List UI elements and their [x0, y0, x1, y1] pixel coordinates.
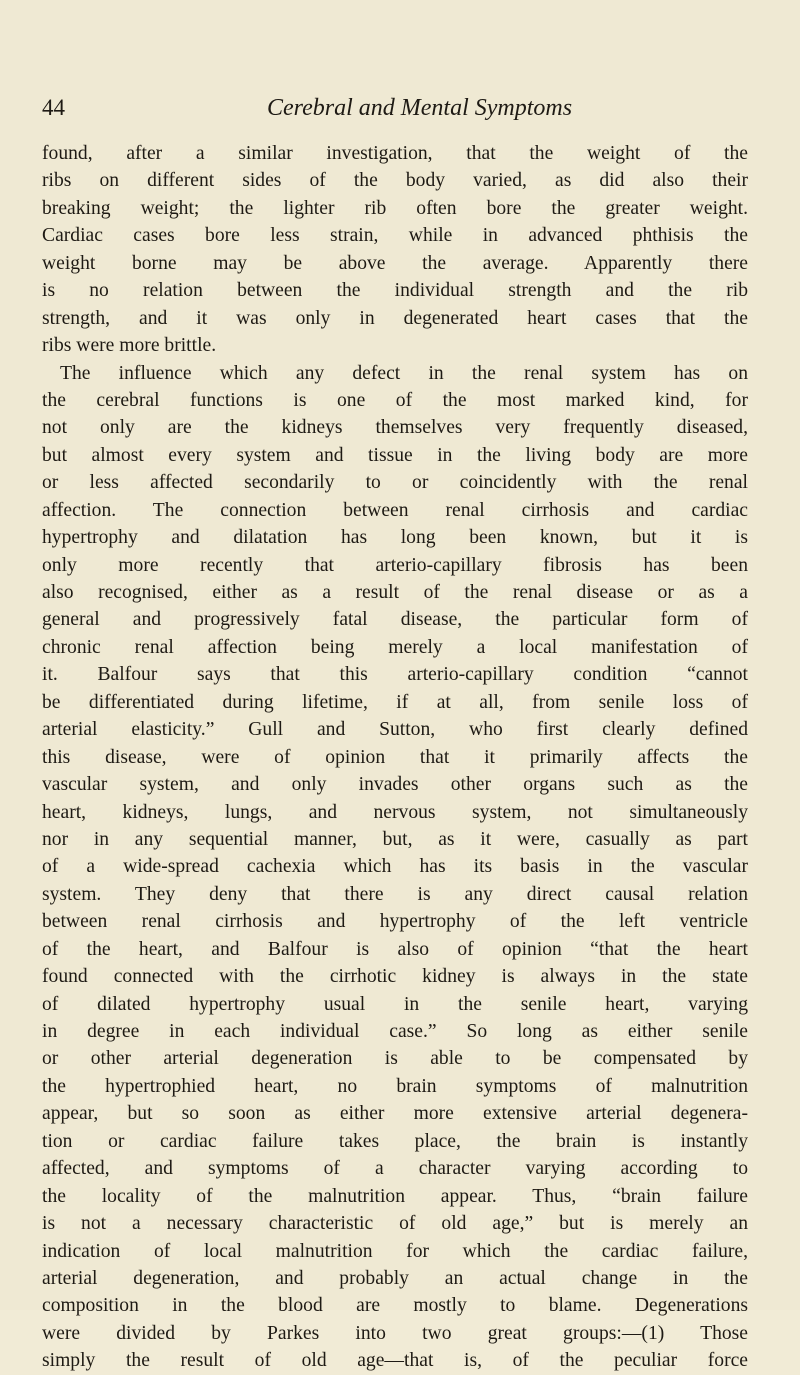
text-line: indication of local malnutrition for which the cardiac failure,	[42, 1240, 748, 1262]
text-line: the hypertrophied heart, no brain symptoms of malnutrition	[42, 1075, 748, 1097]
text-line: or less affected secondarily to or coincidently with the renal	[42, 472, 748, 494]
text-line: or other arterial degeneration is able to be compensated by	[42, 1048, 748, 1070]
text-line: The influence which any defect in the renal system has on	[60, 362, 748, 384]
text-line: Cardiac cases bore less strain, while in advanced phthisis the	[42, 225, 748, 247]
text-line: of the heart, and Balfour is also of opinion “that the heart	[42, 938, 748, 960]
text-line: breaking weight; the lighter rib often bore the greater weight.	[42, 197, 748, 219]
text-line: strength, and it was only in degenerated heart cases that the	[42, 307, 748, 329]
text-line: arterial elasticity.” Gull and Sutton, who first clearly defined	[42, 719, 748, 741]
text-line: but almost every system and tissue in the living body are more	[42, 444, 748, 466]
text-line: the cerebral functions is one of the most marked kind, for	[42, 389, 748, 411]
text-line: vascular system, and only invades other organs such as the	[42, 774, 748, 796]
running-head	[42, 92, 742, 124]
text-line: were divided by Parkes into two great groups:—(1) Those	[42, 1322, 748, 1344]
text-line: hypertrophy and dilatation has long been known, but it is	[42, 527, 748, 549]
text-line: not only are the kidneys themselves very frequently diseased,	[42, 417, 748, 439]
text-line: this disease, were of opinion that it primarily affects the	[42, 746, 748, 768]
text-line: arterial degeneration, and probably an actual change in the	[42, 1267, 748, 1289]
text-line: the locality of the malnutrition appear. Thus, “brain failure	[42, 1185, 748, 1207]
text-line: nor in any sequential manner, but, as it were, casually as part	[42, 828, 748, 850]
text-line: general and progressively fatal disease, the particular form of	[42, 609, 748, 631]
text-line: simply the result of old age—that is, of the peculiar force	[42, 1350, 748, 1372]
text-line: affection. The connection between renal cirrhosis and cardiac	[42, 499, 748, 521]
text-line: only more recently that arterio-capillary fibrosis has been	[42, 554, 748, 576]
text-line: it. Balfour says that this arterio-capillary condition “cannot	[42, 664, 748, 686]
text-line: composition in the blood are mostly to blame. Degenerations	[42, 1295, 748, 1317]
text-line: in degree in each individual case.” So long as either senile	[42, 1021, 748, 1042]
text-line: system. They deny that there is any direct causal relation	[42, 883, 748, 905]
text-line: also recognised, either as a result of the renal disease or as a	[42, 582, 748, 603]
text-line: appear, but so soon as either more extensive arterial degenera-	[42, 1103, 748, 1125]
text-line: ribs were more brittle.	[42, 335, 217, 357]
text-line: is no relation between the individual strength and the rib	[42, 280, 748, 302]
text-line: found, after a similar investigation, that the weight of the	[42, 143, 748, 164]
page-number: 44	[42, 95, 65, 120]
text-line: affected, and symptoms of a character varying according to	[42, 1158, 748, 1180]
text-line: chronic renal affection being merely a local manifestation of	[42, 636, 748, 658]
text-line: ribs on different sides of the body varied, as did also their	[42, 170, 748, 192]
text-line: between renal cirrhosis and hypertrophy of the left ventricle	[42, 911, 748, 933]
text-line: of dilated hypertrophy usual in the senile heart, varying	[42, 993, 748, 1015]
text-line: weight borne may be above the average. Apparently there	[42, 252, 748, 274]
text-line: found connected with the cirrhotic kidney is always in the state	[42, 966, 748, 988]
body-text	[42, 140, 748, 1375]
running-title: Cerebral and Mental Symptoms	[267, 95, 573, 121]
text-line: be differentiated during lifetime, if at all, from senile loss of	[42, 691, 748, 713]
text-line: of a wide-spread cachexia which has its basis in the vascular	[42, 856, 748, 878]
text-line: tion or cardiac failure takes place, the brain is instantly	[42, 1130, 748, 1152]
text-line: is not a necessary characteristic of old age,” but is merely an	[42, 1213, 748, 1235]
text-line: heart, kidneys, lungs, and nervous system, not simultaneously	[42, 801, 748, 823]
